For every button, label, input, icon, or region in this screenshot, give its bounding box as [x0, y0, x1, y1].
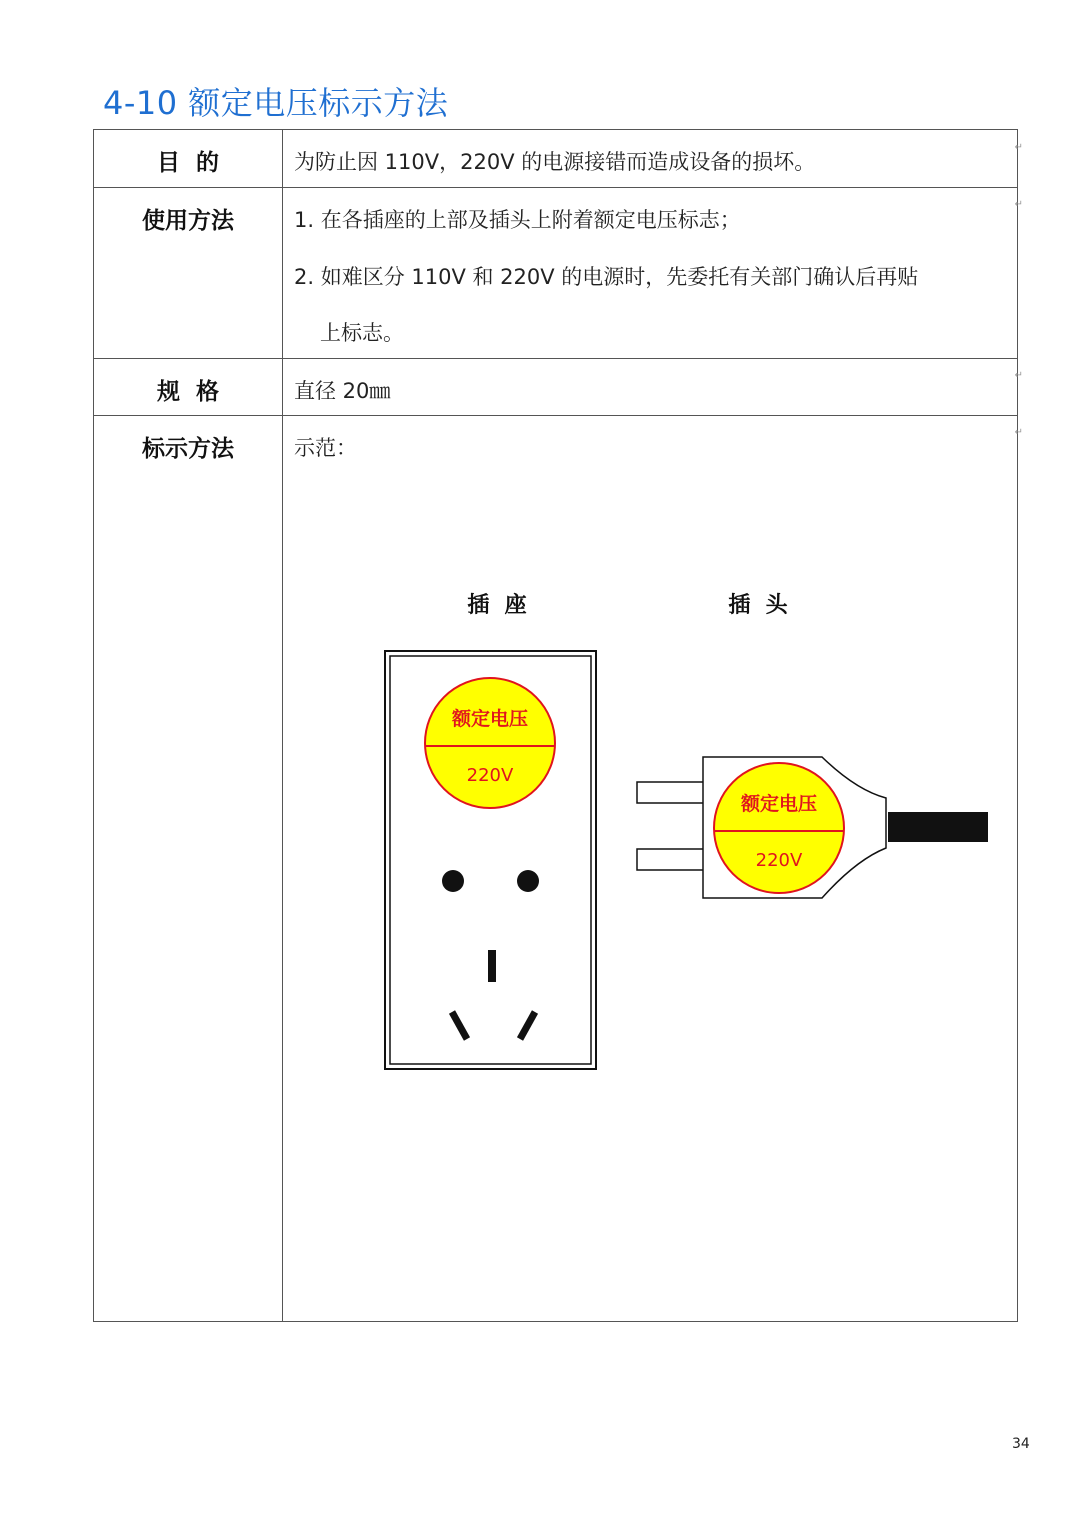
socket-voltage-sticker: [425, 678, 555, 808]
display-text: 示范：: [294, 436, 357, 460]
display-label: 标示方法: [142, 436, 234, 462]
sticker-top-text: 额定电压: [740, 793, 818, 815]
page-number: 34: [1012, 1436, 1030, 1452]
usage-line-2: 2. 如难区分 110V 和 220V 的电源时，先委托有关部门确认后再贴: [294, 265, 919, 289]
plug-caption: 插 头: [728, 593, 788, 618]
return-mark-icon: ↵: [1014, 199, 1023, 210]
return-mark-icon: ↵: [1014, 370, 1023, 381]
usage-label: 使用方法: [142, 208, 234, 234]
usage-line-3: 上标志。: [320, 321, 404, 345]
spec-label: 规 格: [156, 379, 219, 405]
return-mark-icon: ↵: [1014, 427, 1023, 438]
purpose-text: 为防止因 110V，220V 的电源接错而造成设备的损坏。: [294, 150, 816, 174]
purpose-label: 目 的: [156, 150, 219, 176]
spec-text: 直径 20㎜: [294, 379, 391, 403]
usage-line-1: 1. 在各插座的上部及插头上附着额定电压标志；: [294, 208, 741, 232]
sticker-bottom-text: 220V: [466, 765, 514, 786]
sticker-top-text: 额定电压: [451, 708, 529, 730]
return-mark-icon: ↵: [1014, 142, 1023, 153]
page-title: 4-10 额定电压标示方法: [103, 84, 449, 122]
sticker-bottom-text: 220V: [755, 850, 803, 871]
plug-voltage-sticker: [714, 763, 844, 893]
socket-caption: 插 座: [467, 593, 527, 618]
